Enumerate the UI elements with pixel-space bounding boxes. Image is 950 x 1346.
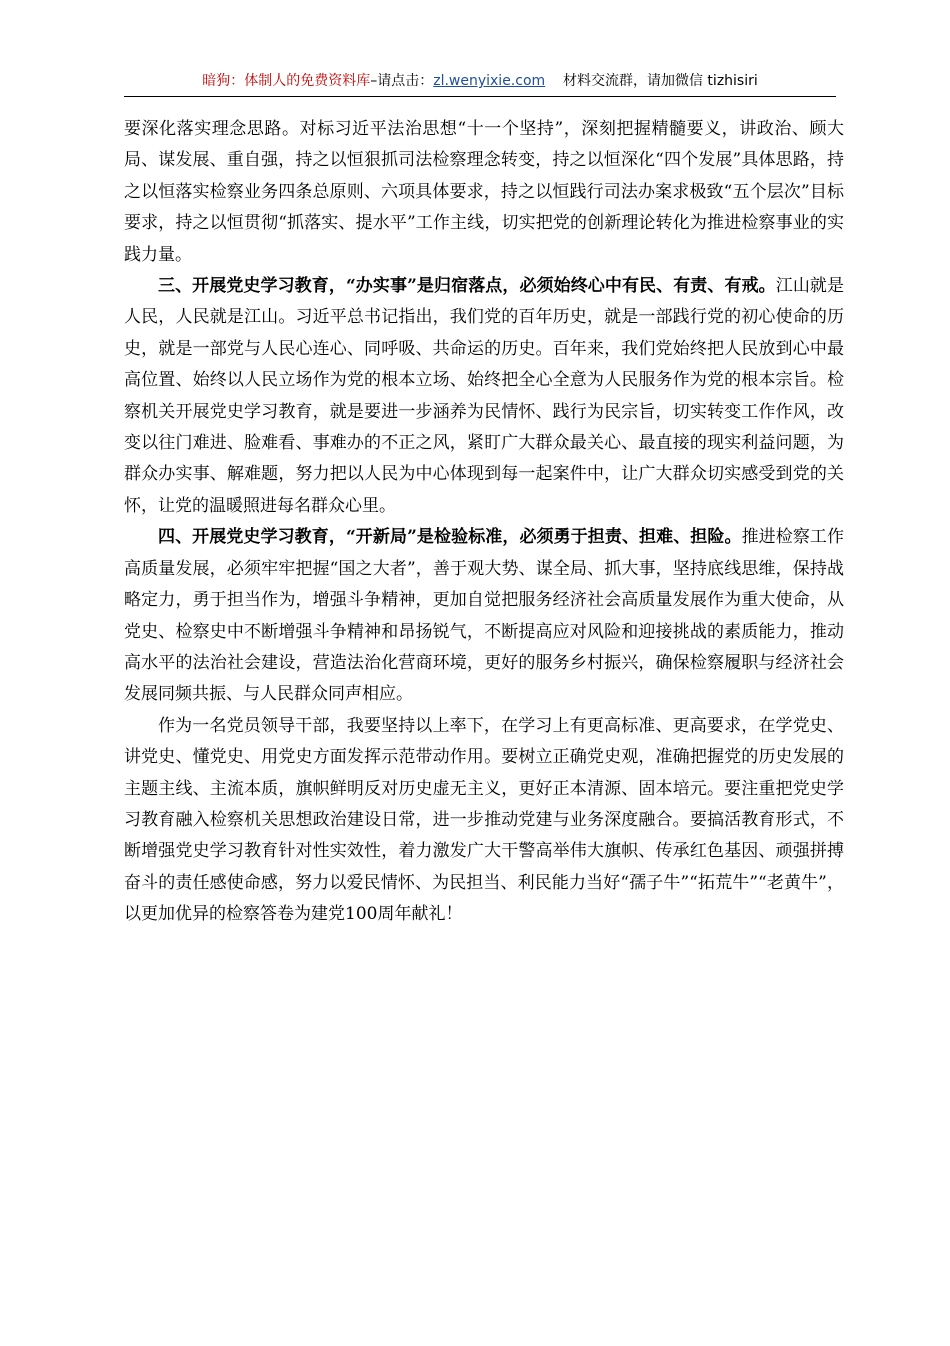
site-url-link[interactable]: zl.wenyixie.com bbox=[433, 73, 546, 89]
paragraph-text: 推进检察工作高质量发展，必须牢牢把握“国之大者”，善于观大势、谋全局、抓大事，坚持底线思维，保持战略定力，勇于担当作为，增强斗争精神，更加自觉把服务经济社会高质量发展作为重大使命，从党史、检察史中不断增强斗争精神和昂扬锐气，不断提高应对风险和迎接挑战的素质能力，推动高水平的法治社会建设，营造法治化营商环境，更好的服务乡村振兴，确保检察履职与经济社会发展同频共振、与人民群众同声相应。 bbox=[124, 527, 845, 705]
page-header bbox=[124, 70, 836, 97]
paragraph-conclusion bbox=[124, 711, 844, 931]
paragraph-continuation bbox=[124, 114, 844, 271]
paragraph-text: 作为一名党员领导干部，我要坚持以上率下，在学习上有更高标准、更高要求，在学党史、讲党史、懂党史、用党史方面发挥示范带动作用。要树立正确党史观，准确把握党的历史发展的主题主线、主流本质，旗帜鲜明反对历史虚无主义，更好正本清源、固本培元。要注重把党史学习教育融入检察机关思想政治建设日常，进一步推动党建与业务深度融合。要搞活教育形式，不断增强党史学习教育针对性实效性，着力激发广大干警高举伟大旗帜、传承红色基因、顽强拼搏奋斗的责任感使命感，努力以爱民情怀、为民担当、利民能力当好“孺子牛”“拓荒牛”“老黄牛”，以更加优异的检察答卷为建党100周年献礼！ bbox=[124, 715, 844, 925]
wechat-note: 材料交流群，请加微信 tizhisiri bbox=[562, 73, 758, 89]
site-name: 暗狗：体制人的免费资料库 bbox=[202, 73, 371, 89]
paragraph-section-3 bbox=[124, 271, 844, 522]
paragraph-text: 江山就是人民，人民就是江山。习近平总书记指出，我们党的百年历史，就是一部践行党的初心使命的历史，就是一部党与人民心连心、同呼吸、共命运的历史。百年来，我们党始终把人民放到心中最高位置、始终以人民立场作为党的根本立场、始终把全心全意为人民服务作为党的根本宗旨。检察机关开展党史学习教育，就是要进一步涵养为民情怀、践行为民宗旨，切实转变工作作风，改变以往门难进、脸难看、事难办的不正之风，紧盯广大群众最关心、最直接的现实利益问题，为群众办实事、解难题，努力把以人民为中心体现到每一起案件中，让广大群众切实感受到党的关怀，让党的温暖照进每名群众心里。 bbox=[124, 276, 845, 516]
paragraph-text: 要深化落实理念思路。对标习近平法治思想“十一个坚持”，深刻把握精髓要义，讲政治、顾大局、谋发展、重自强，持之以恒狠抓司法检察理念转变，持之以恒深化“四个发展”具体思路，持之以恒落实检察业务四条总原则、六项具体要求，持之以恒践行司法办案求极致“五个层次”目标要求，持之以恒贯彻“抓落实、提水平”工作主线，切实把党的创新理论转化为推进检察事业的实践力量。 bbox=[124, 119, 844, 265]
paragraph-section-4 bbox=[124, 522, 844, 710]
section-4-heading: 四、开展党史学习教育，“开新局”是检验标准，必须勇于担责、担难、担险。 bbox=[158, 527, 742, 548]
document-body bbox=[124, 114, 844, 931]
section-3-heading: 三、开展党史学习教育，“办实事”是归宿落点，必须始终心中有民、有责、有戒。 bbox=[158, 276, 776, 297]
click-prompt: –请点击： bbox=[370, 73, 434, 89]
